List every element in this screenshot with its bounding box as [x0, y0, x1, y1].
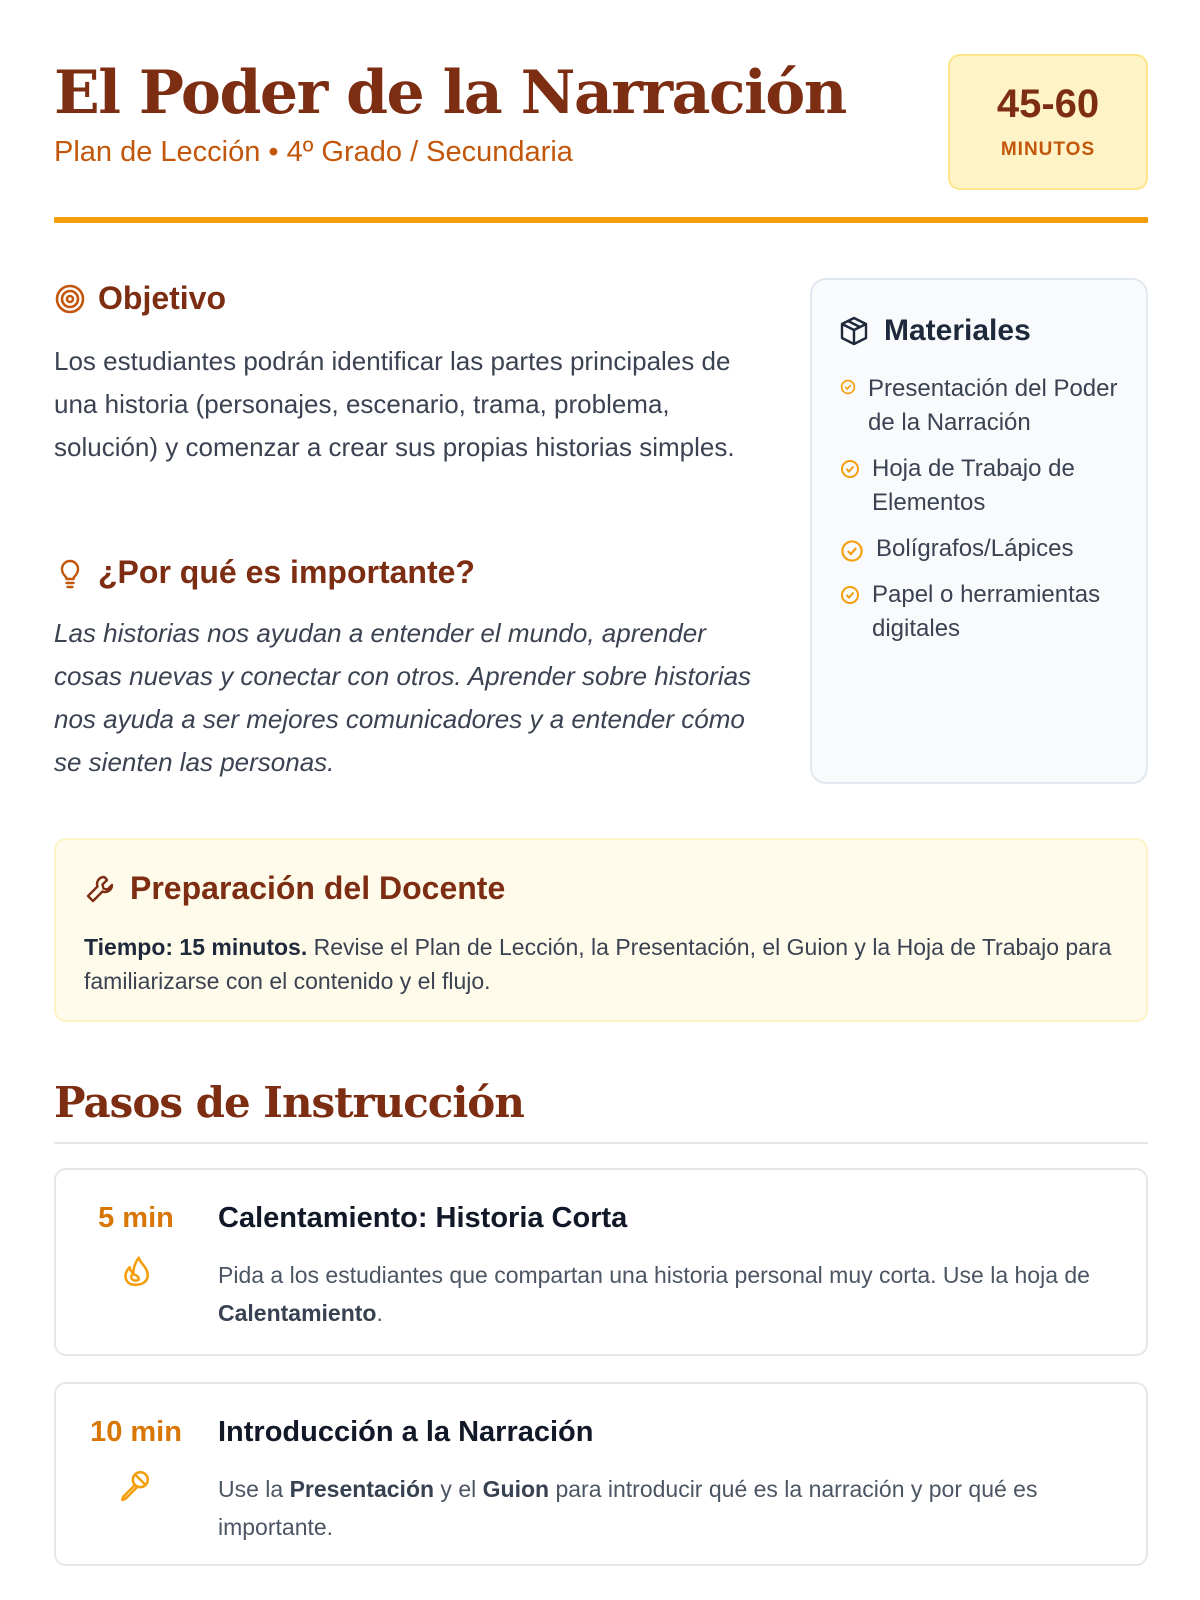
check-circle-icon — [840, 585, 860, 605]
check-circle-icon — [840, 459, 860, 479]
lesson-subtitle: Plan de Lección • 4º Grado / Secundaria — [54, 136, 573, 168]
step-description: Use la Presentación y el Guion para introducir qué es la narración y por qué es importante. — [218, 1476, 1038, 1540]
material-label: Presentación del Poder de la Narración — [868, 375, 1118, 436]
material-item — [840, 578, 1140, 646]
flame-icon — [118, 1254, 152, 1288]
target-icon — [54, 283, 86, 315]
material-label: Papel o herramientas digitales — [872, 581, 1101, 642]
prep-heading — [84, 870, 505, 907]
why-heading-text: ¿Por qué es importante? — [98, 554, 475, 590]
material-item — [840, 372, 1140, 440]
why-heading — [54, 554, 475, 591]
step-description: Pida a los estudiantes que compartan una historia personal muy corta. Use la hoja de Calentamiento. — [218, 1262, 1090, 1326]
material-item — [840, 532, 1140, 566]
page-title: El Poder de la Narración — [54, 58, 846, 128]
step-title: Calentamiento: Historia Corta — [218, 1202, 628, 1234]
microphone-icon — [118, 1468, 152, 1502]
steps-heading: Pasos de Instrucción — [54, 1078, 524, 1127]
material-item — [840, 452, 1100, 520]
material-label: Bolígrafos/Lápices — [876, 535, 1074, 562]
lightbulb-icon — [54, 557, 86, 589]
step-card — [54, 1382, 1148, 1566]
step-time: 10 min — [90, 1416, 182, 1448]
duration-badge — [948, 54, 1148, 190]
prep-body: Revise el Plan de Lección, la Presentación, el Guion y la Hoja de Trabajo para familiarizarse con el contenido y el flujo. — [84, 934, 1112, 994]
check-circle-icon — [840, 379, 856, 395]
material-label: Hoja de Trabajo de Elementos — [872, 455, 1075, 516]
duration-value: 45-60 — [996, 82, 1100, 126]
prep-text — [84, 930, 1124, 998]
step-card — [54, 1168, 1148, 1356]
lesson-header — [54, 54, 1148, 224]
objective-text: Los estudiantes podrán identificar las partes principales de una historia (personajes, escenario, trama, problema, solución) y comenzar a crear sus propias historias simples. — [54, 346, 735, 462]
materials-heading — [838, 314, 1031, 348]
step-time: 5 min — [98, 1202, 174, 1234]
why-text: Las historias nos ayudan a entender el mundo, aprender cosas nuevas y conectar con otros. Aprender sobre historias nos ayuda a ser mejores comunicadores y a entender cómo se sienten las personas. — [54, 618, 752, 777]
box-icon — [838, 315, 870, 347]
prep-time-label: Tiempo: 15 minutos. — [84, 934, 308, 960]
step-title: Introducción a la Narración — [218, 1416, 594, 1448]
objective-heading-text: Objetivo — [98, 280, 227, 316]
check-circle-icon — [840, 539, 864, 563]
materials-heading-text: Materiales — [884, 314, 1031, 347]
materials-panel — [810, 278, 1148, 784]
header-divider — [54, 217, 1148, 223]
steps-divider — [54, 1142, 1148, 1144]
teacher-prep-callout — [54, 838, 1148, 1022]
objective-heading — [54, 280, 226, 317]
wrench-icon — [84, 873, 116, 905]
duration-label: MINUTOS — [1000, 139, 1096, 160]
prep-heading-text: Preparación del Docente — [130, 870, 506, 906]
